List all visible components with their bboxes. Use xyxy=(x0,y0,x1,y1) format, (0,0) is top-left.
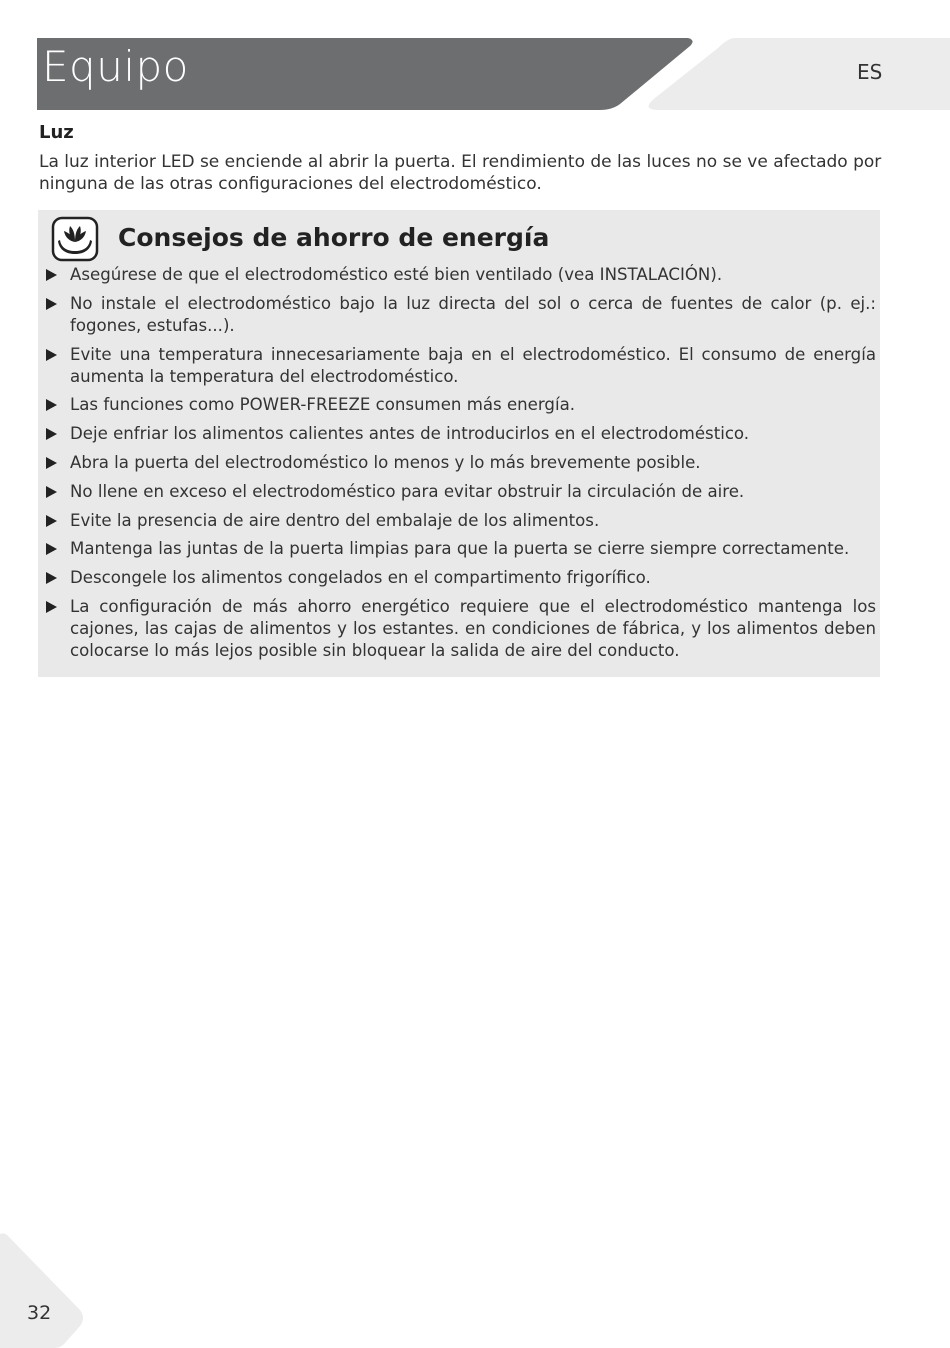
luz-paragraph: La luz interior LED se enciende al abrir la puerta. El rendimiento de las luces no se ve afectado por ninguna de las otras configuraciones del electrodoméstico. xyxy=(39,152,882,194)
list-item xyxy=(38,481,880,503)
bullet-arrow-icon xyxy=(46,269,57,281)
header-tab-shape xyxy=(649,38,950,110)
bullet-arrow-icon xyxy=(46,486,57,498)
list-item-text: Evite la presencia de aire dentro del embalaje de los alimentos. xyxy=(70,510,600,530)
leaf-hands-icon xyxy=(51,216,99,262)
list-item-text: Descongele los alimentos congelados en el compartimento frigorífico. xyxy=(70,568,651,588)
list-item-text: Evite una temperatura innecesariamente baja en el electrodoméstico. El consumo de energía aumenta la temperatura del electrodoméstico. xyxy=(70,344,876,386)
bullet-arrow-icon xyxy=(46,515,57,527)
list-item xyxy=(38,567,880,589)
list-item xyxy=(38,293,880,337)
luz-heading: Luz xyxy=(39,122,74,143)
list-item-text: Las funciones como POWER-FREEZE consumen más energía. xyxy=(70,395,576,415)
list-item xyxy=(38,538,880,560)
list-item-text: No llene en exceso el electrodoméstico para evitar obstruir la circulación de aire. xyxy=(70,481,745,501)
list-item xyxy=(38,510,880,532)
energy-tips-box xyxy=(38,210,880,677)
page-number: 32 xyxy=(27,1302,52,1324)
bullet-arrow-icon xyxy=(46,349,57,361)
section-title: Equipo xyxy=(42,42,189,91)
bullet-arrow-icon xyxy=(46,457,57,469)
list-item xyxy=(38,423,880,445)
list-item-text: Mantenga las juntas de la puerta limpias para que la puerta se cierre siempre correctamente. xyxy=(70,539,850,559)
list-item-text: Deje enfriar los alimentos calientes antes de introducirlos en el electrodoméstico. xyxy=(70,424,750,444)
list-item xyxy=(38,344,880,388)
list-item-text: La configuración de más ahorro energético requiere que el electrodoméstico mantenga los cajones, las cajas de alimentos y los estantes. en condiciones de fábrica, y los alimentos deben colocarse lo más lejos posible sin bloquear la salida de aire del conducto. xyxy=(70,596,876,660)
bullet-arrow-icon xyxy=(46,601,57,613)
energy-tips-heading: Consejos de ahorro de energía xyxy=(118,223,550,252)
list-item xyxy=(38,264,880,286)
list-item xyxy=(38,596,880,662)
page-corner-shape xyxy=(0,1230,90,1348)
bullet-arrow-icon xyxy=(46,543,57,555)
list-item-text: Abra la puerta del electrodoméstico lo menos y lo más brevemente posible. xyxy=(70,452,701,472)
list-item-text: No instale el electrodoméstico bajo la luz directa del sol o cerca de fuentes de calor (p. ej.: fogones, estufas...). xyxy=(70,293,876,335)
energy-tips-list xyxy=(38,264,880,669)
bullet-arrow-icon xyxy=(46,572,57,584)
bullet-arrow-icon xyxy=(46,428,57,440)
bullet-arrow-icon xyxy=(46,399,57,411)
list-item xyxy=(38,452,880,474)
list-item xyxy=(38,394,880,416)
list-item-text: Asegúrese de que el electrodoméstico esté bien ventilado (vea INSTALACIÓN). xyxy=(70,265,723,284)
language-code: ES xyxy=(857,60,883,84)
bullet-arrow-icon xyxy=(46,298,57,310)
